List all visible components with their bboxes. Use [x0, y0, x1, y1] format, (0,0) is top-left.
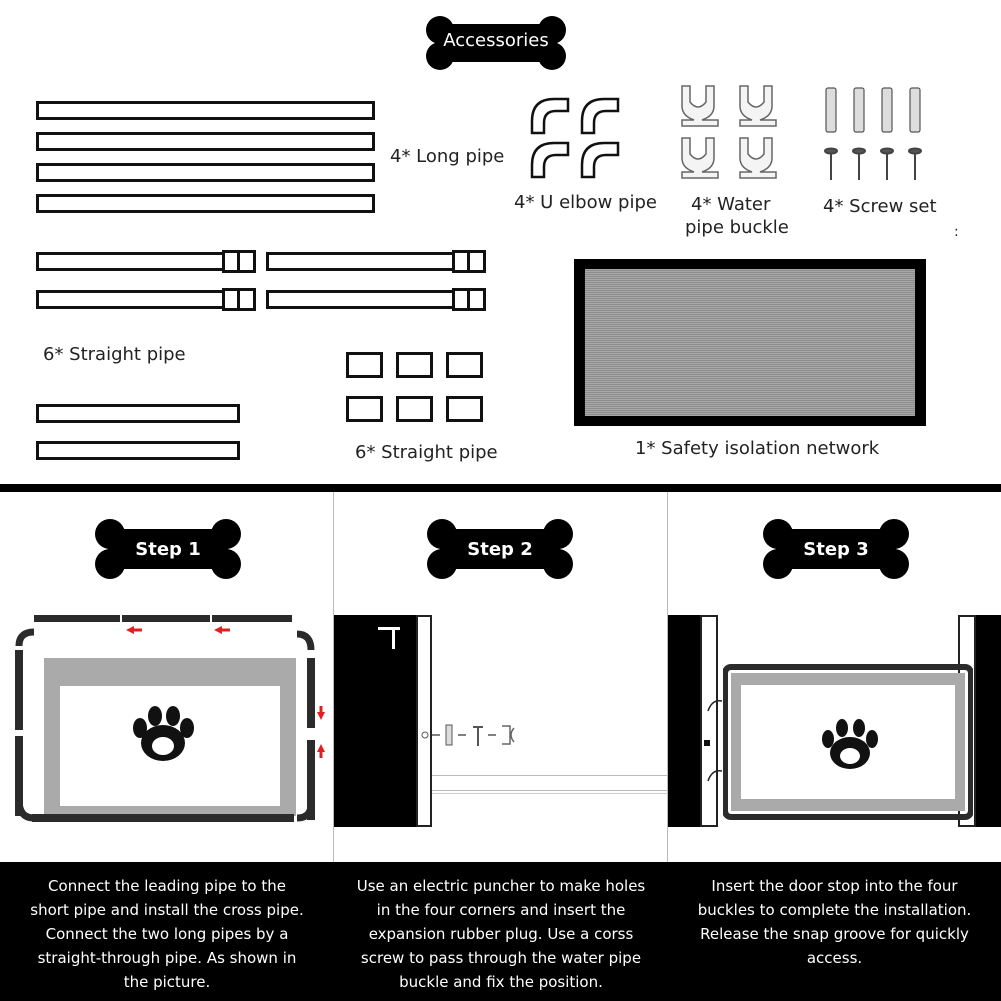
straight-pipe-label-b: 6* Straight pipe	[355, 442, 498, 463]
desc-line: Release the snap groove for quickly	[700, 925, 969, 943]
long-pipe	[36, 163, 375, 182]
step-1-illustration	[10, 610, 326, 830]
pipe-connector	[452, 288, 470, 311]
screw-set-icon	[820, 84, 932, 184]
desc-line: Connect the leading pipe to the	[48, 877, 286, 895]
step-2-title: Step 2	[467, 539, 533, 560]
step-2-description	[334, 862, 668, 1001]
step-1-title: Step 1	[135, 539, 201, 560]
step-1-description	[0, 862, 334, 1001]
step-3-title: Step 3	[803, 539, 869, 560]
pipe-connector	[222, 288, 240, 311]
buckle-label-line2: pipe buckle	[685, 217, 789, 238]
step-3-badge	[762, 518, 910, 580]
step-2-badge	[426, 518, 574, 580]
pipe-connector	[222, 250, 240, 273]
step-2-illustration	[334, 615, 667, 827]
long-pipe	[36, 132, 375, 151]
desc-line: short pipe and install the cross pipe.	[30, 901, 304, 919]
desc-line: screw to pass through the water pipe	[360, 949, 642, 967]
desc-line: buckle and fix the position.	[399, 973, 603, 991]
step-3-illustration	[668, 615, 1001, 827]
straight-pipe	[36, 441, 240, 460]
arrow-icon	[704, 695, 728, 795]
long-pipe	[36, 101, 375, 120]
short-connector	[446, 396, 483, 422]
pipe-connector	[452, 250, 470, 273]
buckle-label-line1: 4* Water	[691, 194, 771, 215]
section-divider	[0, 484, 1001, 492]
elbow-pipe-icon	[528, 95, 624, 181]
step-1-badge	[94, 518, 242, 580]
desc-line: in the four corners and insert the	[376, 901, 626, 919]
screw-set-label: 4* Screw set	[823, 196, 937, 217]
desc-line: Insert the door stop into the four	[711, 877, 958, 895]
pipe-buckle-icon	[678, 82, 782, 184]
long-pipe-label: 4* Long pipe	[390, 146, 505, 167]
door-frame-icon	[723, 663, 973, 821]
desc-line: Connect the two long pipes by a	[45, 925, 289, 943]
desc-line: Use an electric puncher to make holes	[356, 877, 646, 895]
accessories-title: Accessories	[443, 30, 549, 51]
short-connector	[396, 352, 433, 378]
u-elbow-label: 4* U elbow pipe	[514, 192, 657, 213]
straight-pipe-label-a: 6* Straight pipe	[43, 344, 186, 365]
long-pipe	[36, 194, 375, 213]
desc-line: straight-through pipe. As shown in	[37, 949, 297, 967]
stray-colon: :	[954, 224, 959, 240]
short-connector	[346, 396, 383, 422]
accessories-title-badge	[424, 14, 568, 72]
desc-line: the picture.	[123, 973, 211, 991]
desc-line: expansion rubber plug. Use a corss	[368, 925, 634, 943]
safety-network-image	[574, 259, 926, 426]
straight-pipe	[36, 404, 240, 423]
short-connector	[396, 396, 433, 422]
step-3-description	[668, 862, 1001, 1001]
desc-line: buckles to complete the installation.	[697, 901, 972, 919]
network-label: 1* Safety isolation network	[635, 438, 880, 459]
desc-line: access.	[806, 949, 863, 967]
short-connector	[446, 352, 483, 378]
short-connector	[346, 352, 383, 378]
install-parts-icon	[420, 720, 530, 750]
